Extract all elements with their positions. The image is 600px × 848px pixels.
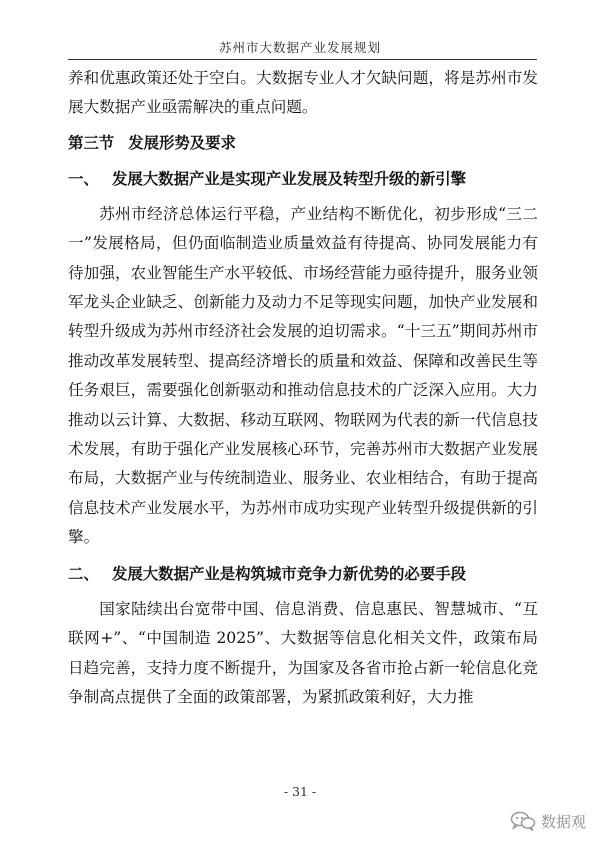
page-number: - 31 - <box>283 784 317 799</box>
chat-bubbles-icon <box>510 810 536 832</box>
subsection-1-number: 一、 <box>68 169 99 188</box>
running-header-title: 苏州市大数据产业发展规划 <box>218 40 381 55</box>
section-heading <box>68 128 538 158</box>
subsection-1-title: 发展大数据产业是实现产业发展及转型升级的新引擎 <box>112 169 466 188</box>
header-divider <box>68 59 537 60</box>
subsection-2-title: 发展大数据产业是构筑城市竞争力新优势的必要手段 <box>112 564 466 583</box>
subsection-2-number: 二、 <box>68 564 99 583</box>
watermark <box>510 810 586 832</box>
subsection-2-heading <box>68 559 538 589</box>
watermark-text: 数据观 <box>540 812 586 831</box>
page-body <box>68 64 538 712</box>
subsection-2-paragraph: 国家陆续出台宽带中国、信息消费、信息惠民、智慧城市、“互联网+”、“中国制造 2025”、大数据等信息化相关文件，政策布局日趋完善，支持力度不断提升，为国家及各省市抢占新一轮信息化竞争制高点提供了全面的政策部署，为紧抓政策利好，大力推 <box>68 599 538 706</box>
subsection-1-paragraph: 苏州市经济总体运行平稳，产业结构不断优化，初步形成“三二一”发展格局，但仍面临制造业质量效益有待提高、协同发展能力有待加强，农业智能生产水平较低、市场经营能力亟待提升，服务业领军龙头企业缺乏、创新能力及动力不足等现实问题，加快产业发展和转型升级成为苏州市经济社会发展的迫切需求。“十三五”期间苏州市推动改革发展转型、提高经济增长的质量和效益、保障和改善民生等任务艰巨，需要强化创新驱动和推动信息技术的广泛深入应用。大力推动以云计算、大数据、移动互联网、物联网为代表的新一代信息技术发展，有助于强化产业发展核心环节，完善苏州市大数据产业发展布局，大数据产业与传统制造业、服务业、农业相结合，有助于提高信息技术产业发展水平，为苏州市成功实现产业转型升级提供新的引擎。 <box>68 204 538 547</box>
section-title: 发展形势及要求 <box>128 133 236 152</box>
subsection-1-heading <box>68 164 538 194</box>
section-number: 第三节 <box>68 133 115 152</box>
intro-paragraph: 养和优惠政策还处于空白。大数据专业人才欠缺问题，将是苏州市发展大数据产业亟需解决的重点问题。 <box>68 69 538 117</box>
